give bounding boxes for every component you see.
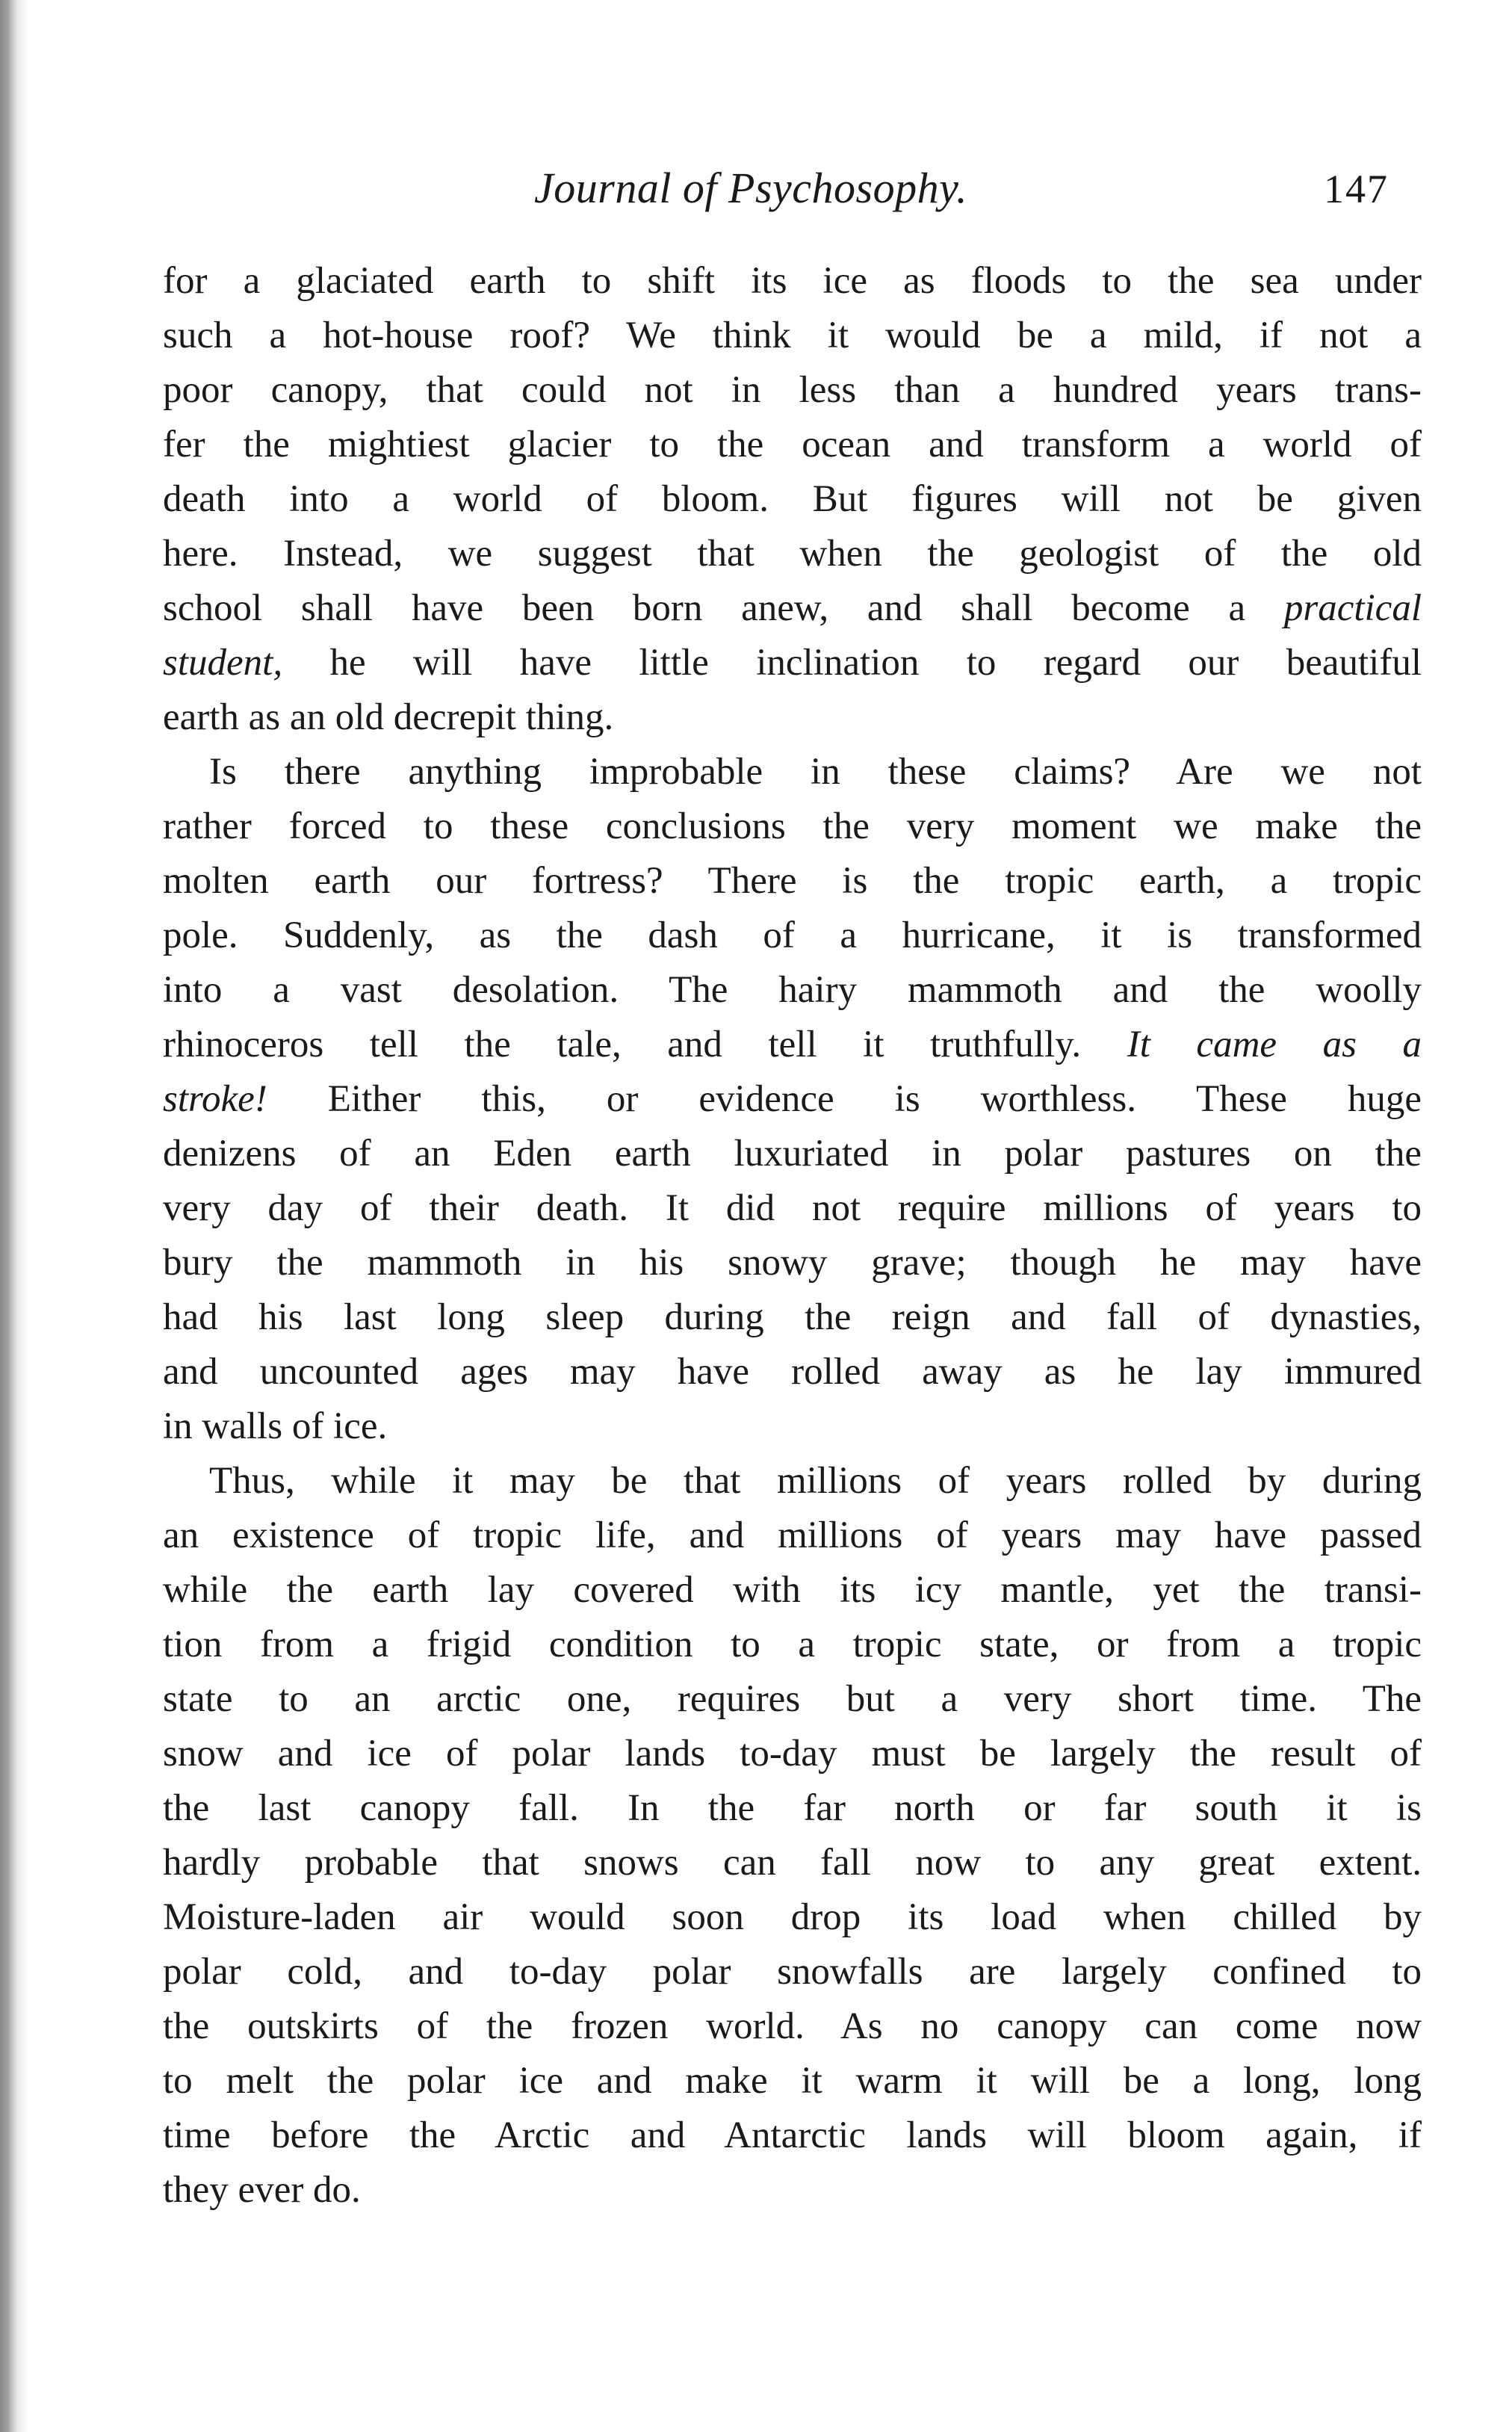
text-line: into a vast desolation. The hairy mammoth and the woolly xyxy=(163,969,1422,1011)
text-line: to melt the polar ice and make it warm it will be a long, long xyxy=(163,2060,1422,2102)
paragraph xyxy=(163,254,1422,745)
text-line: state to an arctic one, requires but a very short time. The xyxy=(163,1678,1422,1720)
italic-phrase: stroke! xyxy=(163,1078,267,1120)
text-line: denizens of an Eden earth luxuriated in polar pastures on the xyxy=(163,1133,1422,1175)
text-line: earth as an old decrepit thing. xyxy=(163,696,614,738)
text-line: snow and ice of polar lands to-day must be largely the result of xyxy=(163,1733,1422,1775)
line-segment: school shall have been born anew, and shall become a xyxy=(163,587,1284,629)
text-line: for a glaciated earth to shift its ice as floods to the sea under xyxy=(163,260,1422,302)
line-segment: Either this, or evidence is worthless. These huge xyxy=(267,1078,1422,1120)
text-line: molten earth our fortress? There is the tropic earth, a tropic xyxy=(163,860,1422,902)
text-line: Moisture-laden air would soon drop its load when chilled by xyxy=(163,1896,1422,1938)
text-line: rather forced to these conclusions the very moment we make the xyxy=(163,805,1422,847)
line-segment: rhinoceros tell the tale, and tell it truthfully. xyxy=(163,1024,1127,1065)
text-line: very day of their death. It did not require millions of years to xyxy=(163,1187,1422,1229)
text-line: Thus, while it may be that millions of years rolled by during xyxy=(209,1460,1422,1502)
text-line: here. Instead, we suggest that when the geologist of the old xyxy=(163,533,1422,575)
page-header xyxy=(0,163,1512,223)
text-line xyxy=(163,1072,1422,1127)
text-line xyxy=(163,581,1422,636)
text-line: tion from a frigid condition to a tropic state, or from a tropic xyxy=(163,1624,1422,1665)
text-line: and uncounted ages may have rolled away as he lay immured xyxy=(163,1351,1422,1393)
italic-phrase: It came as a xyxy=(1127,1024,1422,1065)
text-line: they ever do. xyxy=(163,2169,361,2211)
text-line: time before the Arctic and Antarctic lands will bloom again, if xyxy=(163,2114,1422,2156)
body-text xyxy=(163,254,1422,2218)
text-line xyxy=(163,636,1422,690)
text-line: the outskirts of the frozen world. As no canopy can come now xyxy=(163,2005,1422,2047)
text-line: hardly probable that snows can fall now to any great extent. xyxy=(163,1842,1422,1884)
text-line: Is there anything improbable in these claims? Are we not xyxy=(209,751,1422,793)
text-line: polar cold, and to-day polar snowfalls are largely confined to xyxy=(163,1951,1422,1993)
text-line: fer the mightiest glacier to the ocean and transform a world of xyxy=(163,424,1422,465)
text-line: death into a world of bloom. But figures will not be given xyxy=(163,478,1422,520)
running-title: Journal of Psychosophy. xyxy=(534,164,968,212)
text-line: the last canopy fall. In the far north or far south it is xyxy=(163,1787,1422,1829)
text-line: bury the mammoth in his snowy grave; though he may have xyxy=(163,1242,1422,1284)
binding-edge xyxy=(0,0,30,2432)
text-line: pole. Suddenly, as the dash of a hurricane, it is transformed xyxy=(163,915,1422,956)
text-line: in walls of ice. xyxy=(163,1405,388,1447)
text-line: while the earth lay covered with its icy mantle, yet the transi- xyxy=(163,1569,1422,1611)
line-segment: he will have little inclination to regard our beautiful xyxy=(282,642,1422,684)
paragraph xyxy=(163,745,1422,1454)
text-line: had his last long sleep during the reign and fall of dynasties, xyxy=(163,1296,1422,1338)
italic-phrase: practical xyxy=(1283,587,1422,629)
paragraph xyxy=(163,1454,1422,2218)
text-line: such a hot-house roof? We think it would be a mild, if not a xyxy=(163,315,1422,356)
page-number: 147 xyxy=(1324,167,1389,211)
text-line: an existence of tropic life, and millions of years may have passed xyxy=(163,1514,1422,1556)
italic-phrase: student, xyxy=(163,642,283,684)
text-line: poor canopy, that could not in less than a hundred years trans- xyxy=(163,369,1422,411)
text-line xyxy=(163,1018,1422,1072)
